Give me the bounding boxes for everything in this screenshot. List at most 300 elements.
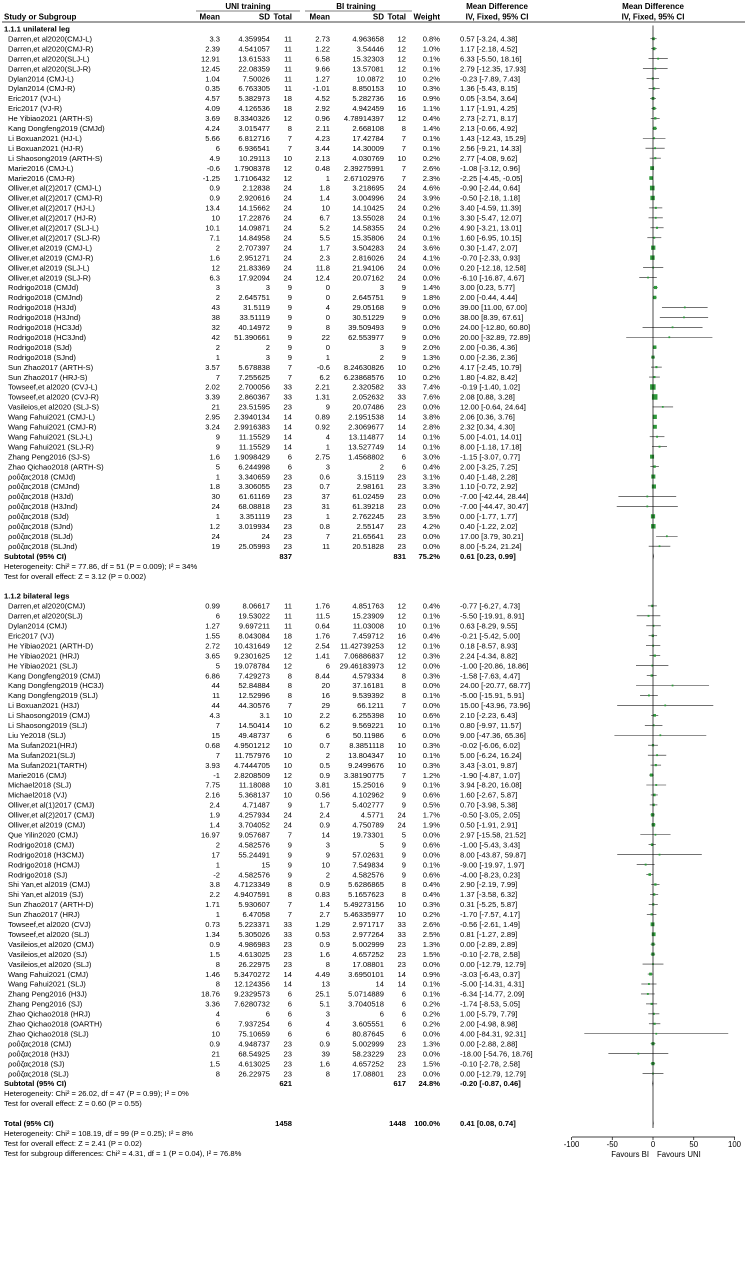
uni-sd: 9.2301625 bbox=[234, 651, 270, 661]
uni-sd: 14.09871 bbox=[238, 223, 270, 233]
uni-sd: 7.429273 bbox=[238, 671, 270, 681]
bi-sd: 3.218695 bbox=[352, 183, 384, 193]
study-label: Zhao Qichao2018 (OARTH) bbox=[8, 1019, 102, 1029]
bi-total: 9 bbox=[401, 860, 406, 870]
weight-value: 1.5% bbox=[422, 1059, 440, 1069]
bi-sd: 2.3069677 bbox=[348, 422, 384, 432]
bi-mean: 1.76 bbox=[315, 631, 330, 641]
effect-square bbox=[637, 1053, 639, 1055]
uni-total: 10 bbox=[283, 790, 292, 800]
uni-total: 14 bbox=[283, 979, 292, 989]
bi-total: 7 bbox=[401, 701, 406, 711]
uni-sd: 2.8208509 bbox=[234, 770, 270, 780]
md-ci-text: 17.00 [3.79, 30.21] bbox=[460, 531, 524, 541]
bi-total: 7 bbox=[401, 163, 406, 173]
md-ci-text: 0.00 [-12.79, 12.79] bbox=[460, 1069, 526, 1079]
bi-sd: 17.08801 bbox=[352, 1069, 384, 1079]
bi-total: 12 bbox=[397, 651, 406, 661]
bi-total: 12 bbox=[397, 661, 406, 671]
effect-square bbox=[649, 176, 653, 180]
weight-value: 0.0% bbox=[422, 492, 440, 502]
md-ci-text: -0.02 [-6.06, 6.02] bbox=[460, 740, 520, 750]
bi-total: 24 bbox=[397, 223, 406, 233]
uni-total: 9 bbox=[287, 303, 292, 313]
weight-value: 2.0% bbox=[422, 342, 440, 352]
uni-total: 11 bbox=[284, 44, 292, 54]
uni-mean: 7 bbox=[215, 721, 220, 730]
bi-mean: 9 bbox=[325, 402, 330, 412]
md-ci-text: 20.00 [-32.89, 72.89] bbox=[460, 332, 531, 342]
footer-text: Test for overall effect: Z = 2.41 (P = 0.02) bbox=[4, 1138, 142, 1148]
uni-mean: 7 bbox=[215, 372, 220, 382]
weight-value: 7.6% bbox=[422, 392, 440, 402]
study-label: Michael2018 (SLJ) bbox=[8, 780, 72, 790]
bi-sd: 2 bbox=[379, 352, 384, 362]
weight-value: 0.1% bbox=[422, 64, 440, 74]
md-ci-text: 0.40 [-1.48, 2.28] bbox=[460, 472, 518, 482]
study-label: Sun Zhao2017 (ARTH-S) bbox=[8, 362, 94, 372]
study-label: Zhao Qichao2018 (SLJ) bbox=[8, 1029, 89, 1039]
uni-sd: 4.541057 bbox=[238, 44, 270, 54]
bi-total: 9 bbox=[401, 870, 406, 880]
col-header-mean2: Mean bbox=[309, 12, 330, 22]
uni-mean: 2.16 bbox=[205, 790, 220, 800]
effect-square bbox=[654, 157, 656, 159]
uni-mean: 1.55 bbox=[205, 631, 220, 641]
bi-sd: 13.55028 bbox=[352, 213, 384, 223]
uni-sd: 14.50414 bbox=[238, 721, 270, 730]
bi-sd: 2.816026 bbox=[352, 253, 384, 263]
study-label: Wang Fahui2021 (SLJ-L) bbox=[8, 432, 93, 442]
weight-value: 0.3% bbox=[422, 900, 440, 910]
bi-mean: 6.7 bbox=[319, 213, 330, 223]
uni-sd: 19.078784 bbox=[234, 661, 270, 671]
uni-total: 8 bbox=[287, 890, 292, 900]
md-ci-text: 9.00 [-47.36, 65.36] bbox=[460, 730, 526, 740]
study-label: Dylan2014 (CMJ-R) bbox=[8, 84, 76, 94]
uni-sd: 2.951271 bbox=[238, 253, 270, 263]
bi-mean: 0 bbox=[325, 313, 330, 323]
bi-sd: 2.67102976 bbox=[343, 173, 384, 183]
effect-square bbox=[648, 615, 650, 617]
uni-mean: 16.97 bbox=[200, 830, 220, 840]
bi-mean: 0.9 bbox=[319, 820, 330, 830]
uni-mean: 4.09 bbox=[205, 104, 220, 114]
uni-sd: 15 bbox=[261, 860, 270, 870]
effect-square bbox=[655, 784, 657, 786]
col-header-weight: Weight bbox=[413, 12, 440, 22]
study-label: Wang Fahui2021 (SLJ-R) bbox=[8, 442, 94, 452]
bi-mean: 2.3 bbox=[319, 253, 330, 263]
effect-square bbox=[655, 1033, 657, 1035]
study-label: Towseef,et al2020 (CVJ-L) bbox=[8, 382, 98, 392]
study-label: Shi Yan,et al2019 (CMJ) bbox=[8, 880, 91, 890]
header-group1: UNI training bbox=[225, 2, 271, 11]
effect-square bbox=[652, 37, 655, 40]
uni-sd: 31.5119 bbox=[243, 303, 270, 313]
study-label: Vasileios,et al2020 (SLJ) bbox=[8, 959, 92, 969]
heterogeneity-text: Heterogeneity: Chi² = 77.86, df = 51 (P = 0.009); I² = 34% bbox=[4, 561, 198, 571]
uni-total: 10 bbox=[283, 750, 292, 760]
study-label: Darren,et al2020(CMJ) bbox=[8, 601, 86, 611]
uni-total: 9 bbox=[287, 840, 292, 850]
study-label: ροΰζας2018 (SJd) bbox=[8, 512, 69, 522]
bi-sd: 2.320582 bbox=[352, 382, 384, 392]
uni-mean: 1.2 bbox=[209, 522, 220, 531]
weight-value: 3.3% bbox=[422, 482, 440, 492]
bi-total: 12 bbox=[397, 114, 406, 124]
subtotal-label: Subtotal (95% CI) bbox=[4, 1079, 67, 1089]
weight-value: 0.1% bbox=[422, 989, 440, 999]
bi-mean: 4 bbox=[325, 1019, 330, 1029]
subtotal-bi-total: 831 bbox=[393, 551, 406, 561]
md-ci-text: 1.43 [-12.43, 15.29] bbox=[460, 133, 526, 143]
uni-total: 11 bbox=[284, 84, 292, 94]
study-label: Sun Zhao2017 (HRJ) bbox=[8, 910, 80, 920]
study-label: Kang Dongfeng2019 (CMJ) bbox=[8, 671, 101, 681]
bi-sd: 57.02631 bbox=[352, 850, 384, 860]
md-ci-text: 0.20 [-12.18, 12.58] bbox=[460, 263, 526, 273]
weight-value: 0.0% bbox=[422, 323, 440, 332]
uni-mean: 3.24 bbox=[205, 422, 220, 432]
uni-total: 11 bbox=[284, 54, 292, 64]
bi-total: 10 bbox=[397, 900, 406, 910]
bi-total: 24 bbox=[397, 213, 406, 223]
subtotal-ci: 0.61 [0.23, 0.99] bbox=[460, 551, 516, 561]
uni-total: 6 bbox=[287, 1019, 292, 1029]
md-ci-text: 4.90 [-3.21, 13.01] bbox=[460, 223, 522, 233]
effect-square bbox=[650, 186, 655, 191]
uni-mean: 8 bbox=[215, 959, 220, 969]
bi-total: 6 bbox=[401, 999, 406, 1009]
md-ci-text: 2.73 [-2.71, 8.17] bbox=[460, 114, 518, 124]
total-uni: 1458 bbox=[275, 1119, 292, 1128]
uni-mean: 6 bbox=[215, 143, 220, 153]
effect-square bbox=[655, 217, 657, 219]
effect-square bbox=[659, 854, 661, 856]
uni-total: 9 bbox=[287, 352, 292, 362]
weight-value: 0.1% bbox=[422, 133, 440, 143]
bi-mean: 8 bbox=[325, 1069, 330, 1079]
uni-mean: 12 bbox=[211, 263, 220, 273]
effect-square bbox=[651, 813, 654, 816]
study-label: Liu Ye2018 (SLJ) bbox=[8, 730, 66, 740]
effect-square bbox=[650, 196, 654, 200]
md-ci-text: 15.00 [-43.96, 73.96] bbox=[460, 701, 531, 711]
uni-mean: 9 bbox=[215, 442, 220, 452]
md-ci-text: -6.34 [-14.77, 2.09] bbox=[460, 989, 525, 999]
weight-value: 0.1% bbox=[422, 54, 440, 64]
uni-sd: 52.84884 bbox=[238, 681, 270, 691]
bi-sd: 14.10425 bbox=[352, 203, 384, 213]
weight-value: 2.5% bbox=[422, 929, 440, 939]
study-label: Rodrigo2018 (H3Jnd) bbox=[8, 313, 81, 323]
uni-sd: 2.860367 bbox=[238, 392, 270, 402]
bi-mean: 2.2 bbox=[319, 711, 330, 721]
effect-square bbox=[654, 286, 657, 289]
md-ci-text: -0.50 [-2.18, 1.18] bbox=[460, 193, 520, 203]
uni-mean: 4.57 bbox=[205, 94, 220, 104]
effect-square bbox=[653, 296, 656, 299]
study-label: He Yibiao2021 (HRJ) bbox=[8, 651, 80, 661]
effect-square bbox=[650, 774, 653, 777]
effect-square bbox=[654, 883, 656, 885]
bi-total: 23 bbox=[397, 482, 406, 492]
weight-value: 0.3% bbox=[422, 84, 440, 94]
weight-value: 1.0% bbox=[422, 44, 440, 54]
md-ci-text: 0.70 [-3.98, 5.38] bbox=[460, 800, 518, 810]
uni-total: 23 bbox=[283, 939, 292, 949]
uni-mean: -1.25 bbox=[202, 173, 220, 183]
uni-total: 23 bbox=[283, 541, 292, 551]
study-label: ροΰζας2018 (SLJnd) bbox=[8, 541, 78, 551]
uni-mean: 44 bbox=[211, 681, 220, 691]
study-label: Zhang Peng2016 (SJ-S) bbox=[8, 452, 90, 462]
bi-sd: 3.004996 bbox=[352, 193, 384, 203]
uni-sd: 4.7123349 bbox=[234, 880, 270, 890]
weight-value: 0.0% bbox=[422, 661, 440, 671]
bi-sd: 2.39275991 bbox=[343, 163, 384, 173]
uni-mean: 17 bbox=[211, 850, 220, 860]
weight-value: 0.2% bbox=[422, 910, 440, 920]
weight-value: 0.4% bbox=[422, 631, 440, 641]
uni-total: 12 bbox=[283, 661, 292, 671]
effect-square bbox=[652, 823, 655, 826]
uni-total: 7 bbox=[287, 830, 292, 840]
uni-mean: 2.4 bbox=[209, 800, 220, 810]
bi-mean: 2.75 bbox=[315, 452, 330, 462]
weight-value: 1.3% bbox=[422, 939, 440, 949]
uni-mean: 43 bbox=[211, 303, 220, 313]
uni-total: 10 bbox=[283, 780, 292, 790]
bi-mean: 3.44 bbox=[315, 143, 330, 153]
bi-total: 10 bbox=[397, 721, 406, 730]
subtotal-uni-total: 837 bbox=[279, 551, 292, 561]
bi-mean: 2 bbox=[325, 870, 330, 880]
study-label: Wang Fahui2021 (CMJ) bbox=[8, 969, 89, 979]
study-label: Olliver,et al2019 (CMJ-L) bbox=[8, 243, 92, 253]
md-ci-text: 0.80 [-9.97, 11.57] bbox=[460, 721, 522, 730]
col-header-mean1: Mean bbox=[199, 12, 220, 22]
bi-total: 9 bbox=[401, 303, 406, 313]
bi-mean: 0.7 bbox=[319, 740, 330, 750]
weight-value: 0.1% bbox=[422, 233, 440, 243]
uni-total: 9 bbox=[287, 313, 292, 323]
uni-total: 24 bbox=[283, 273, 292, 283]
bi-mean: 12.4 bbox=[315, 273, 330, 283]
effect-square bbox=[654, 655, 656, 657]
weight-value: 1.1% bbox=[422, 104, 440, 114]
weight-value: 0.1% bbox=[422, 432, 440, 442]
effect-square bbox=[646, 506, 648, 508]
weight-value: 0.2% bbox=[422, 1009, 440, 1019]
bi-mean: 7 bbox=[325, 531, 330, 541]
study-label: Olliver,et al(2)2017 (CMJ-L) bbox=[8, 183, 102, 193]
effect-square bbox=[651, 913, 653, 915]
bi-mean: 3.81 bbox=[315, 780, 330, 790]
bi-mean: 8 bbox=[325, 959, 330, 969]
md-ci-text: 2.56 [-9.21, 14.33] bbox=[460, 143, 522, 153]
uni-total: 6 bbox=[287, 452, 292, 462]
subtotal-weight: 75.2% bbox=[418, 551, 440, 561]
bi-total: 12 bbox=[397, 611, 406, 621]
weight-value: 1.3% bbox=[422, 1039, 440, 1049]
study-label: Dylan2014 (CMJ) bbox=[8, 621, 68, 631]
bi-total: 6 bbox=[401, 1019, 406, 1029]
uni-mean: 0.9 bbox=[209, 183, 220, 193]
weight-value: 0.4% bbox=[422, 890, 440, 900]
uni-sd: 5.223371 bbox=[238, 920, 270, 929]
uni-sd: 4.613025 bbox=[238, 1059, 270, 1069]
weight-value: 0.1% bbox=[422, 143, 440, 153]
bi-total: 6 bbox=[401, 1009, 406, 1019]
study-label: Vasileios,et al2020 (SJ) bbox=[8, 949, 88, 959]
uni-sd: 26.22975 bbox=[238, 1069, 270, 1079]
md-ci-text: -0.21 [-5.42, 5.00] bbox=[460, 631, 520, 641]
study-label: Vasileios,et al2020 (CMJ) bbox=[8, 939, 94, 949]
bi-total: 8 bbox=[401, 691, 406, 701]
uni-total: 8 bbox=[287, 691, 292, 701]
uni-sd: 10.431649 bbox=[234, 641, 270, 651]
uni-mean: 10 bbox=[211, 1029, 220, 1039]
bi-sd: 5.402777 bbox=[352, 800, 384, 810]
uni-mean: 4.24 bbox=[205, 124, 220, 133]
md-ci-text: 1.60 [-2.67, 5.87] bbox=[460, 790, 518, 800]
uni-mean: 3.39 bbox=[205, 392, 220, 402]
bi-sd: 8.850153 bbox=[352, 84, 384, 94]
uni-mean: 3.65 bbox=[205, 651, 220, 661]
weight-value: 0.2% bbox=[422, 203, 440, 213]
study-label: Rodrigo2018 (SJ) bbox=[8, 870, 68, 880]
uni-mean: 3.93 bbox=[205, 760, 220, 770]
uni-sd: 6.812716 bbox=[238, 133, 270, 143]
uni-sd: 9.697211 bbox=[238, 621, 270, 631]
uni-sd: 1.7106432 bbox=[234, 173, 270, 183]
bi-mean: 5.5 bbox=[319, 233, 330, 243]
study-label: Darren,et al2020(CMJ-L) bbox=[8, 34, 92, 44]
md-ci-text: 1.80 [-4.82, 8.42] bbox=[460, 372, 518, 382]
uni-mean: 2.95 bbox=[205, 412, 220, 422]
uni-sd: 3.340659 bbox=[238, 472, 270, 482]
bi-sd: 30.51229 bbox=[352, 313, 384, 323]
bi-total: 12 bbox=[397, 601, 406, 611]
x-tick-label: 50 bbox=[689, 1140, 699, 1149]
uni-total: 14 bbox=[283, 412, 292, 422]
subtotal-uni-total: 621 bbox=[279, 1079, 292, 1089]
uni-total: 24 bbox=[283, 223, 292, 233]
bi-mean: 14 bbox=[321, 830, 330, 840]
bi-mean: 0.5 bbox=[319, 760, 330, 770]
uni-total: 24 bbox=[283, 263, 292, 273]
effect-square bbox=[662, 406, 664, 408]
uni-sd: 2.9916383 bbox=[234, 422, 270, 432]
weight-value: 1.4% bbox=[422, 283, 440, 293]
weight-value: 0.0% bbox=[422, 332, 440, 342]
md-ci-text: -6.10 [-16.87, 4.67] bbox=[460, 273, 525, 283]
uni-total: 14 bbox=[283, 969, 292, 979]
header-md-right: Mean Difference bbox=[622, 2, 684, 11]
study-label: He Yibiao2021 (SLJ) bbox=[8, 661, 78, 671]
bi-sd: 17.08801 bbox=[352, 959, 384, 969]
study-label: Wang Fahui2021 (SLJ) bbox=[8, 979, 86, 989]
study-label: Zhang Peng2016 (SJ) bbox=[8, 999, 83, 1009]
favours-bi-label: Favours BI bbox=[611, 1150, 649, 1159]
bi-mean: 1.6 bbox=[319, 949, 330, 959]
bi-sd: 4.657252 bbox=[352, 1059, 384, 1069]
uni-mean: 0.9 bbox=[209, 193, 220, 203]
bi-total: 14 bbox=[397, 432, 406, 442]
bi-total: 23 bbox=[397, 1059, 406, 1069]
uni-sd: 2.12838 bbox=[242, 183, 270, 193]
uni-sd: 5.930607 bbox=[238, 900, 270, 910]
uni-sd: 6.936541 bbox=[238, 143, 270, 153]
uni-total: 33 bbox=[283, 392, 292, 402]
md-ci-text: 2.13 [-0.66, 4.92] bbox=[460, 124, 518, 133]
md-ci-text: 2.00 [-3.25, 7.25] bbox=[460, 462, 518, 472]
bi-total: 24 bbox=[397, 273, 406, 283]
uni-total: 11 bbox=[284, 64, 292, 74]
bi-mean: 0.92 bbox=[315, 422, 330, 432]
effect-square bbox=[645, 864, 647, 866]
uni-sd: 61.61169 bbox=[238, 492, 270, 502]
uni-sd: 24 bbox=[261, 531, 270, 541]
weight-value: 2.3% bbox=[422, 173, 440, 183]
uni-sd: 26.22975 bbox=[238, 959, 270, 969]
overall-effect-text: Test for overall effect: Z = 3.12 (P = 0.002) bbox=[4, 571, 146, 581]
md-ci-text: 0.31 [-5.25, 5.87] bbox=[460, 900, 518, 910]
uni-total: 7 bbox=[287, 910, 292, 920]
bi-sd: 29.46183973 bbox=[339, 661, 384, 671]
weight-value: 0.5% bbox=[422, 800, 440, 810]
md-ci-text: -2.25 [-4.45, -0.05] bbox=[460, 173, 523, 183]
bi-sd: 2 bbox=[379, 462, 384, 472]
study-label: Towseef,et al2020 (CVJ) bbox=[8, 920, 91, 929]
uni-sd: 2 bbox=[265, 342, 270, 352]
bi-mean: 6.58 bbox=[315, 54, 330, 64]
bi-mean: 1 bbox=[325, 442, 330, 452]
uni-total: 24 bbox=[283, 243, 292, 253]
weight-value: 0.3% bbox=[422, 760, 440, 770]
bi-mean: 22 bbox=[321, 332, 330, 342]
uni-sd: 19.53022 bbox=[238, 611, 270, 621]
bi-mean: 0.48 bbox=[315, 163, 330, 173]
uni-total: 23 bbox=[283, 502, 292, 512]
md-ci-text: 5.00 [-6.24, 16.24] bbox=[460, 750, 522, 760]
overall-effect-text: Test for overall effect: Z = 0.60 (P = 0.55) bbox=[4, 1099, 142, 1109]
uni-sd: 5.678838 bbox=[238, 362, 270, 372]
md-ci-text: 24.00 [-12.80, 60.80] bbox=[460, 323, 531, 332]
uni-total: 23 bbox=[283, 1069, 292, 1079]
uni-total: 33 bbox=[283, 929, 292, 939]
study-label: He Yibiao2021 (ARTH-D) bbox=[8, 641, 94, 651]
effect-square bbox=[653, 794, 656, 797]
md-ci-text: 1.37 [-3.58, 6.32] bbox=[460, 890, 518, 900]
weight-value: 1.2% bbox=[422, 770, 440, 780]
bi-total: 10 bbox=[397, 74, 406, 84]
uni-mean: 9 bbox=[215, 432, 220, 442]
uni-total: 23 bbox=[283, 522, 292, 531]
bi-total: 10 bbox=[397, 84, 406, 94]
bi-total: 8 bbox=[401, 124, 406, 133]
bi-total: 14 bbox=[397, 412, 406, 422]
uni-mean: 10 bbox=[211, 213, 220, 223]
uni-sd: 40.14972 bbox=[238, 323, 270, 332]
uni-total: 23 bbox=[283, 402, 292, 412]
bi-sd: 3.6950101 bbox=[348, 969, 384, 979]
bi-sd: 15.23909 bbox=[352, 611, 384, 621]
study-label: Sun Zhao2017 (ARTH-D) bbox=[8, 900, 94, 910]
uni-total: 8 bbox=[287, 880, 292, 890]
